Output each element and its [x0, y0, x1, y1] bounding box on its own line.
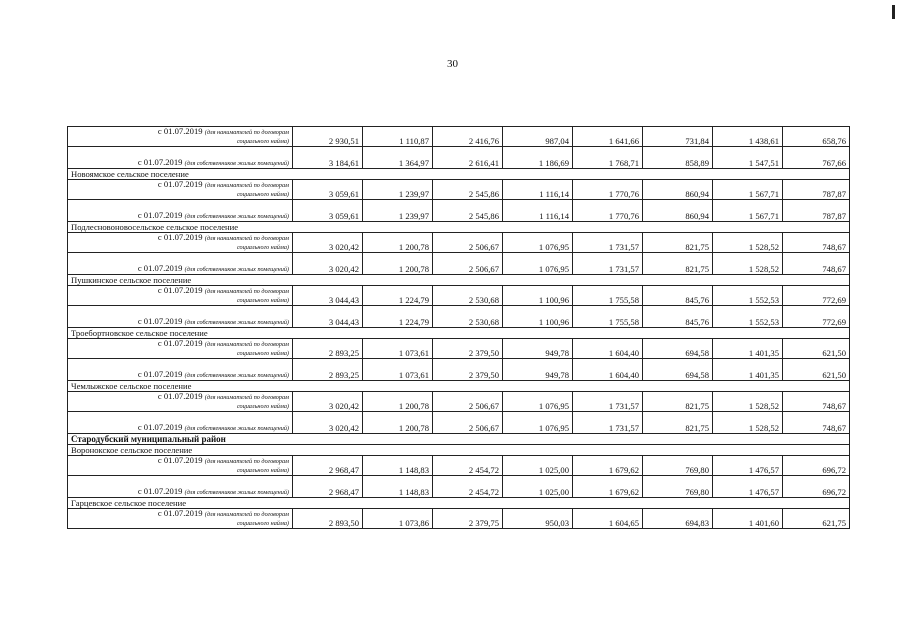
row-label	[68, 200, 293, 222]
tariff-value-cell: 1 604,40	[573, 359, 643, 381]
settlement-header-row	[68, 445, 850, 456]
row-note: (для нанимателей по договорам	[204, 235, 289, 242]
row-date: с 01.07.2019	[137, 316, 183, 326]
row-date: с 01.07.2019	[137, 263, 183, 273]
tariff-value-cell: 1 110,87	[363, 127, 433, 147]
tariff-value-cell: 696,72	[783, 476, 850, 498]
tariff-value-cell: 950,03	[503, 509, 573, 529]
row-label	[68, 253, 293, 275]
table-row	[68, 200, 850, 222]
tariff-value-cell: 2 506,67	[433, 412, 503, 434]
tariff-value-cell: 1 755,58	[573, 286, 643, 306]
tariff-value-cell: 1 547,51	[713, 147, 783, 169]
row-note: (для собственников жилых помещений)	[184, 372, 289, 379]
row-date: с 01.07.2019	[157, 232, 203, 242]
row-note: (для нанимателей по договорам	[204, 182, 289, 189]
table-row	[68, 412, 850, 434]
row-date: с 01.07.2019	[137, 369, 183, 379]
tariff-value-cell: 1 148,83	[363, 456, 433, 476]
tariff-value-cell: 1 768,71	[573, 147, 643, 169]
tariff-value-cell: 748,67	[783, 253, 850, 275]
table-row	[68, 253, 850, 275]
tariff-value-cell: 2 416,76	[433, 127, 503, 147]
row-label	[68, 509, 293, 529]
tariff-value-cell: 1 528,52	[713, 412, 783, 434]
tariff-value-cell: 1 073,61	[363, 339, 433, 359]
tariff-value-cell: 949,78	[503, 359, 573, 381]
row-note: (для нанимателей по договорам	[204, 394, 289, 401]
tariff-value-cell: 1 528,52	[713, 392, 783, 412]
tariff-value-cell: 2 893,25	[293, 339, 363, 359]
row-note: (для собственников жилых помещений)	[184, 160, 289, 167]
row-date: с 01.07.2019	[137, 422, 183, 432]
tariff-value-cell: 1 679,62	[573, 476, 643, 498]
tariff-table	[67, 126, 850, 529]
row-label	[68, 359, 293, 381]
row-label	[68, 180, 293, 200]
tariff-value-cell: 1 476,57	[713, 456, 783, 476]
tariff-value-cell: 1 200,78	[363, 233, 433, 253]
tariff-value-cell: 1 528,52	[713, 233, 783, 253]
tariff-value-cell: 845,76	[643, 286, 713, 306]
tariff-value-cell: 1 100,96	[503, 306, 573, 328]
tariff-value-cell: 1 679,62	[573, 456, 643, 476]
tariff-value-cell: 621,50	[783, 339, 850, 359]
tariff-value-cell: 845,76	[643, 306, 713, 328]
row-note-line2: социального найма)	[236, 467, 289, 474]
tariff-value-cell: 694,58	[643, 359, 713, 381]
row-label	[68, 306, 293, 328]
table-row	[68, 286, 850, 306]
row-note-line2: социального найма)	[236, 191, 289, 198]
tariff-value-cell: 1 604,65	[573, 509, 643, 529]
row-label	[68, 412, 293, 434]
table-row	[68, 306, 850, 328]
row-note: (для собственников жилых помещений)	[184, 425, 289, 432]
settlement-header-row	[68, 498, 850, 509]
row-note-line2: социального найма)	[236, 350, 289, 357]
tariff-value-cell: 821,75	[643, 392, 713, 412]
tariff-value-cell: 2 506,67	[433, 392, 503, 412]
tariff-value-cell: 621,50	[783, 359, 850, 381]
table-row	[68, 127, 850, 147]
tariff-value-cell: 1 755,58	[573, 306, 643, 328]
settlement-header-row	[68, 169, 850, 180]
tariff-value-cell: 1 073,86	[363, 509, 433, 529]
tariff-value-cell: 821,75	[643, 253, 713, 275]
row-note: (для нанимателей по договорам	[204, 288, 289, 295]
settlement-name: Пушкинское сельское поселение	[68, 275, 850, 286]
row-date: с 01.07.2019	[157, 179, 203, 189]
tariff-value-cell: 1 025,00	[503, 476, 573, 498]
tariff-value-cell: 1 116,14	[503, 200, 573, 222]
row-date: с 01.07.2019	[157, 285, 203, 295]
tariff-value-cell: 1 567,71	[713, 200, 783, 222]
tariff-value-cell: 1 438,61	[713, 127, 783, 147]
tariff-value-cell: 949,78	[503, 339, 573, 359]
tariff-value-cell: 3 020,42	[293, 392, 363, 412]
tariff-value-cell: 2 379,50	[433, 359, 503, 381]
tariff-value-cell: 858,89	[643, 147, 713, 169]
tariff-value-cell: 3 044,43	[293, 306, 363, 328]
tariff-value-cell: 748,67	[783, 233, 850, 253]
tariff-value-cell: 3 020,42	[293, 412, 363, 434]
tariff-value-cell: 2 968,47	[293, 476, 363, 498]
settlement-name: Подлесновоновосельское сельское поселение	[68, 222, 850, 233]
row-note: (для собственников жилых помещений)	[184, 319, 289, 326]
tariff-value-cell: 731,84	[643, 127, 713, 147]
table-row	[68, 509, 850, 529]
settlement-name: Троебортновское сельское поселение	[68, 328, 850, 339]
row-label	[68, 392, 293, 412]
tariff-value-cell: 767,66	[783, 147, 850, 169]
row-date: с 01.07.2019	[157, 455, 203, 465]
tariff-value-cell: 1 200,78	[363, 392, 433, 412]
tariff-value-cell: 860,94	[643, 200, 713, 222]
tariff-value-cell: 2 616,41	[433, 147, 503, 169]
row-note-line2: социального найма)	[236, 138, 289, 145]
tariff-value-cell: 3 059,61	[293, 180, 363, 200]
settlement-header-row	[68, 328, 850, 339]
tariff-value-cell: 2 379,50	[433, 339, 503, 359]
table-row	[68, 392, 850, 412]
row-note: (для нанимателей по договорам	[204, 511, 289, 518]
tariff-value-cell: 1 025,00	[503, 456, 573, 476]
district-header-row	[68, 434, 850, 445]
page-number: 30	[447, 58, 458, 70]
tariff-value-cell: 748,67	[783, 412, 850, 434]
tariff-value-cell: 1 200,78	[363, 253, 433, 275]
row-label	[68, 476, 293, 498]
tariff-value-cell: 2 506,67	[433, 253, 503, 275]
tariff-value-cell: 1 567,71	[713, 180, 783, 200]
tariff-value-cell: 1 401,35	[713, 359, 783, 381]
tariff-value-cell: 694,58	[643, 339, 713, 359]
row-note: (для собственников жилых помещений)	[184, 266, 289, 273]
settlement-name: Воронокское сельское поселение	[68, 445, 850, 456]
table-row	[68, 339, 850, 359]
tariff-value-cell: 2 530,68	[433, 306, 503, 328]
row-label	[68, 456, 293, 476]
tariff-value-cell: 1 116,14	[503, 180, 573, 200]
tariff-value-cell: 2 545,86	[433, 180, 503, 200]
tariff-value-cell: 694,83	[643, 509, 713, 529]
row-date: с 01.07.2019	[137, 210, 183, 220]
row-date: с 01.07.2019	[157, 391, 203, 401]
row-label	[68, 286, 293, 306]
row-note: (для собственников жилых помещений)	[184, 213, 289, 220]
tariff-value-cell: 769,80	[643, 456, 713, 476]
row-label	[68, 339, 293, 359]
table-row	[68, 180, 850, 200]
tariff-value-cell: 2 968,47	[293, 456, 363, 476]
tariff-value-cell: 1 076,95	[503, 233, 573, 253]
tariff-value-cell: 1 076,95	[503, 392, 573, 412]
table-row	[68, 359, 850, 381]
tariff-value-cell: 1 770,76	[573, 180, 643, 200]
tariff-value-cell: 1 770,76	[573, 200, 643, 222]
tariff-value-cell: 1 731,57	[573, 412, 643, 434]
tariff-value-cell: 2 893,25	[293, 359, 363, 381]
tariff-value-cell: 1 401,35	[713, 339, 783, 359]
tariff-value-cell: 621,75	[783, 509, 850, 529]
tariff-value-cell: 2 893,50	[293, 509, 363, 529]
row-date: с 01.07.2019	[157, 338, 203, 348]
tariff-value-cell: 2 930,51	[293, 127, 363, 147]
settlement-name: Новоямское сельское поселение	[68, 169, 850, 180]
tariff-table-body	[68, 127, 850, 529]
row-note-line2: социального найма)	[236, 403, 289, 410]
tariff-value-cell: 1 224,79	[363, 286, 433, 306]
tariff-value-cell: 821,75	[643, 233, 713, 253]
district-name: Стародубский муниципальный район	[68, 434, 850, 445]
row-note: (для собственников жилых помещений)	[184, 489, 289, 496]
table-row	[68, 233, 850, 253]
tariff-value-cell: 658,76	[783, 127, 850, 147]
row-note-line2: социального найма)	[236, 297, 289, 304]
table-row	[68, 147, 850, 169]
tariff-value-cell: 1 731,57	[573, 233, 643, 253]
row-label	[68, 127, 293, 147]
tariff-value-cell: 1 604,40	[573, 339, 643, 359]
row-note-line2: социального найма)	[236, 520, 289, 527]
table-row	[68, 456, 850, 476]
scan-edge-mark	[892, 5, 895, 19]
settlement-name: Чемлыжское сельское поселение	[68, 381, 850, 392]
tariff-value-cell: 1 731,57	[573, 253, 643, 275]
tariff-value-cell: 3 184,61	[293, 147, 363, 169]
row-label	[68, 233, 293, 253]
tariff-value-cell: 1 401,60	[713, 509, 783, 529]
tariff-value-cell: 1 528,52	[713, 253, 783, 275]
tariff-value-cell: 1 186,69	[503, 147, 573, 169]
tariff-value-cell: 1 076,95	[503, 412, 573, 434]
tariff-value-cell: 1 239,97	[363, 200, 433, 222]
row-label	[68, 147, 293, 169]
tariff-value-cell: 2 454,72	[433, 476, 503, 498]
row-date: с 01.07.2019	[157, 126, 203, 136]
settlement-header-row	[68, 222, 850, 233]
tariff-value-cell: 787,87	[783, 200, 850, 222]
tariff-value-cell: 1 731,57	[573, 392, 643, 412]
row-note: (для нанимателей по договорам	[204, 341, 289, 348]
tariff-value-cell: 2 379,75	[433, 509, 503, 529]
tariff-value-cell: 696,72	[783, 456, 850, 476]
tariff-value-cell: 748,67	[783, 392, 850, 412]
tariff-value-cell: 2 454,72	[433, 456, 503, 476]
settlement-name: Гарцевское сельское поселение	[68, 498, 850, 509]
row-date: с 01.07.2019	[137, 157, 183, 167]
tariff-value-cell: 821,75	[643, 412, 713, 434]
tariff-value-cell: 860,94	[643, 180, 713, 200]
tariff-value-cell: 3 059,61	[293, 200, 363, 222]
tariff-value-cell: 1 552,53	[713, 286, 783, 306]
tariff-value-cell: 2 506,67	[433, 233, 503, 253]
tariff-value-cell: 772,69	[783, 306, 850, 328]
tariff-value-cell: 1 200,78	[363, 412, 433, 434]
tariff-value-cell: 769,80	[643, 476, 713, 498]
row-note: (для нанимателей по договорам	[204, 129, 289, 136]
table-row	[68, 476, 850, 498]
row-note-line2: социального найма)	[236, 244, 289, 251]
tariff-value-cell: 2 530,68	[433, 286, 503, 306]
settlement-header-row	[68, 275, 850, 286]
tariff-value-cell: 1 552,53	[713, 306, 783, 328]
tariff-value-cell: 3 044,43	[293, 286, 363, 306]
tariff-value-cell: 1 364,97	[363, 147, 433, 169]
row-note: (для нанимателей по договорам	[204, 458, 289, 465]
tariff-value-cell: 1 076,95	[503, 253, 573, 275]
tariff-value-cell: 3 020,42	[293, 253, 363, 275]
tariff-value-cell: 1 100,96	[503, 286, 573, 306]
tariff-value-cell: 3 020,42	[293, 233, 363, 253]
row-date: с 01.07.2019	[137, 486, 183, 496]
tariff-value-cell: 1 073,61	[363, 359, 433, 381]
tariff-value-cell: 772,69	[783, 286, 850, 306]
row-date: с 01.07.2019	[157, 508, 203, 518]
tariff-value-cell: 1 239,97	[363, 180, 433, 200]
tariff-value-cell: 1 148,83	[363, 476, 433, 498]
tariff-value-cell: 987,04	[503, 127, 573, 147]
tariff-value-cell: 787,87	[783, 180, 850, 200]
tariff-value-cell: 2 545,86	[433, 200, 503, 222]
tariff-value-cell: 1 641,66	[573, 127, 643, 147]
tariff-value-cell: 1 476,57	[713, 476, 783, 498]
settlement-header-row	[68, 381, 850, 392]
tariff-value-cell: 1 224,79	[363, 306, 433, 328]
